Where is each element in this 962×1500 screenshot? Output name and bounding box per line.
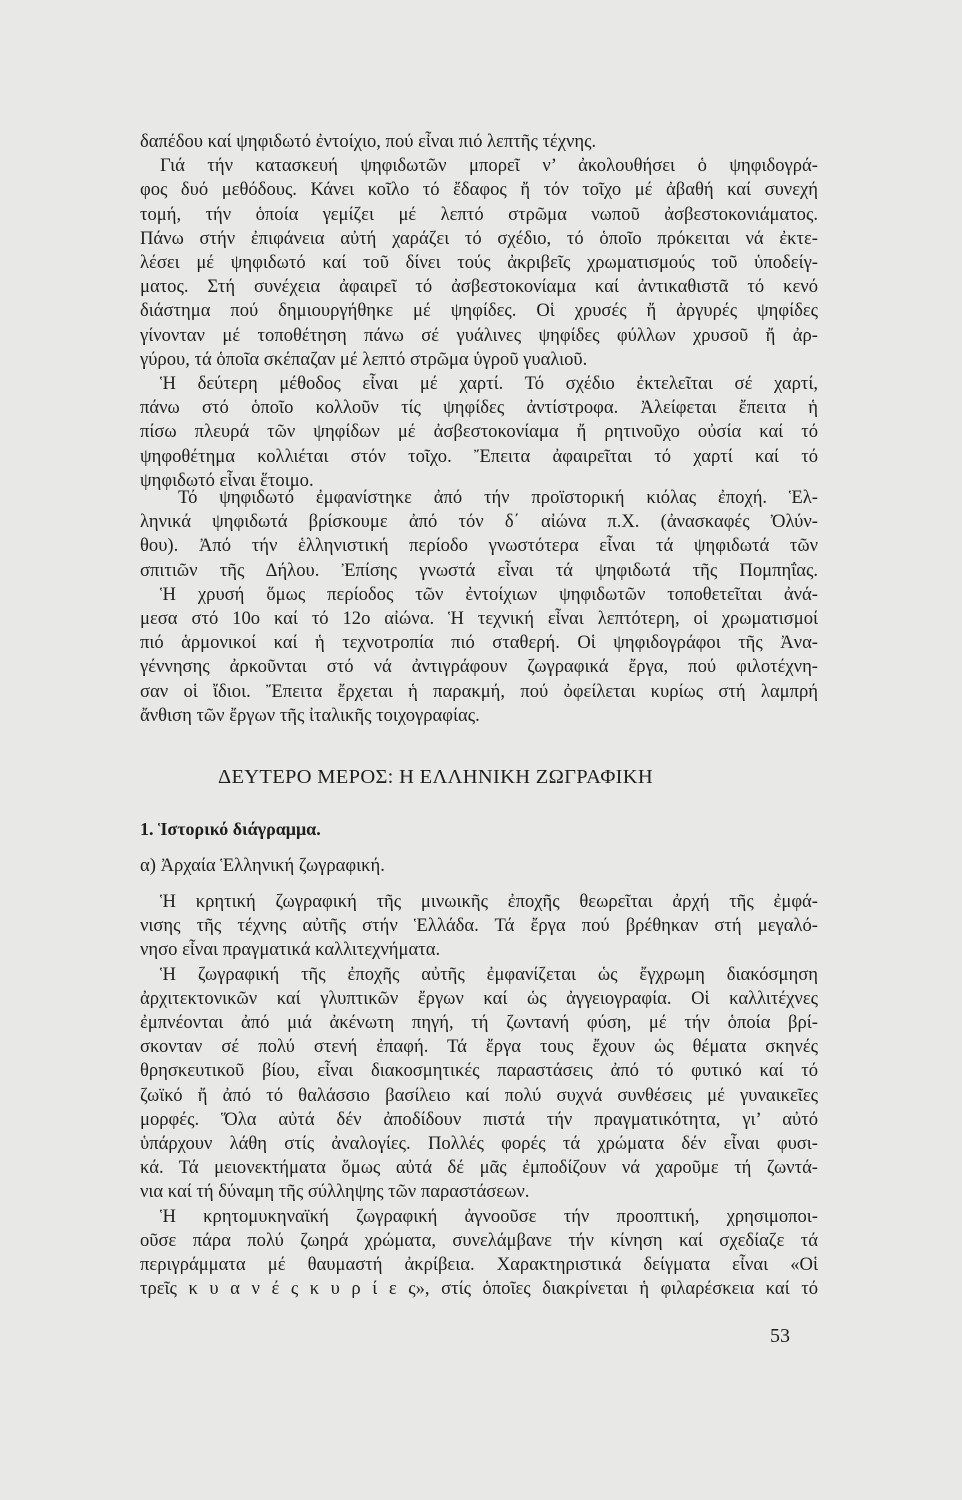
text-line: μεσα στό 10ο καί τό 12ο αἰώνα. Ἡ τεχνική εἶναι λεπτότερη, οἱ χρωματισμοί bbox=[140, 608, 818, 629]
text-line: ἄνθιση τῶν ἔργων τῆς ἰταλικῆς τοιχογραφίας. bbox=[140, 704, 480, 726]
text-line: γίνονταν μέ τοποθέτηση πάνω σέ γυάλινες ψηφίδες φύλλων χρυσοῦ ἤ ἀρ- bbox=[140, 324, 818, 346]
text-line: περιγράμματα μέ θαυμαστή ἀκρίβεια. Χαρακτηριστικά δείγματα εἶναι «Οἱ bbox=[140, 1254, 818, 1275]
text-line: Πάνω στήν ἐπιφάνεια αὐτή χαράζει τό σχέδιο, τό ὁποῖο πρόκειται νά ἐκτε- bbox=[140, 227, 818, 249]
text-line: σαν οἱ ἴδιοι. Ἔπειτα ἔρχεται ἡ παρακμή, πού ὀφείλεται κυρίως στή λαμπρή bbox=[140, 680, 818, 702]
text-line: νισης τῆς τέχνης αὐτῆς στήν Ἑλλάδα. Τά ἔργα πού βρέθηκαν στή μεγαλό- bbox=[140, 915, 818, 937]
text-line: σπιτιῶν τῆς Δήλου. Ἐπίσης γνωστά εἶναι τά ψηφιδωτά τῆς Πομπηΐας. bbox=[140, 559, 818, 581]
text-line: ἀρχιτεκτονικῶν καί γλυπτικῶν ἔργων καί ὡς ἀγγειογραφία. Οἱ καλλιτέχνες bbox=[140, 987, 818, 1009]
text-line: Τό ψηφιδωτό ἐμφανίστηκε ἀπό τήν προϊστορική κιόλας ἐποχή. Ἑλ- bbox=[178, 487, 818, 508]
text-line: νια καί τή δύναμη τῆς σύλληψης τῶν παραστάσεων. bbox=[140, 1181, 530, 1203]
text-line: ψηφοθέτημα κολλιέται στόν τοῖχο. Ἔπειτα ἀφαιρεῖται τό χαρτί καί τό bbox=[140, 445, 818, 467]
section-heading: 1. Ἱστορικό διάγραμμα. bbox=[140, 819, 321, 839]
text-line: οῦσε πάρα πολύ ζωηρά χρώματα, συνελάμβανε τήν κίνηση καί σχεδίαζε τά bbox=[140, 1229, 818, 1251]
text-line: νησο εἶναι πραγματικά καλλιτεχνήματα. bbox=[140, 939, 441, 961]
text-line: πίσω πλευρά τῶν ψηφίδων μέ ἀσβεστοκονίαμα ἤ ρητινοῦχο οὐσία καί τό bbox=[140, 421, 818, 443]
text-line: Γιά τήν κατασκευή ψηφιδωτῶν μπορεῖ ν’ ἀκολουθήσει ὁ ψηφιδογρά- bbox=[160, 155, 818, 177]
text-line: ληνικά ψηφιδωτά βρίσκουμε ἀπό τόν δ΄ αἰώνα π.Χ. (ἀνασκαφές Ὀλύν- bbox=[140, 511, 818, 533]
text-line: Ἡ χρυσή ὅμως περίοδος τῶν ἐντοίχιων ψηφιδωτῶν τοποθετεῖται ἀνά- bbox=[160, 583, 818, 605]
text-line: θρησκευτικοῦ βίου, εἶναι διακοσμητικές παραστάσεις ἀπό τό φυτικό καί τό bbox=[140, 1060, 818, 1082]
page-number: 53 bbox=[770, 1325, 790, 1347]
text-line: ὑπάρχουν λάθη στίς ἀναλογίες. Πολλές φορές τά χρώματα δέν εἶναι φυσι- bbox=[140, 1133, 818, 1154]
text-line: κά. Τά μειονεκτήματα ὅμως αὐτά δέ μᾶς ἐμποδίζουν νά χαροῦμε τή ζωντά- bbox=[140, 1157, 818, 1179]
text-line: φος δυό μεθόδους. Κάνει κοῖλο τό ἔδαφος ἤ τόν τοῖχο μέ ἀβαθή καί συνεχή bbox=[140, 179, 818, 201]
text-line: σκονταν σέ πολύ στενή ἐπαφή. Τά ἔργα τους ἔχουν ὡς θέματα σκηνές bbox=[140, 1036, 818, 1058]
text-line: Ἡ δεύτερη μέθοδος εἶναι μέ χαρτί. Τό σχέδιο ἐκτελεῖται σέ χαρτί, bbox=[160, 373, 818, 394]
text-line: ζωϊκό ἤ ἀπό τό θαλάσσιο βασίλειο καί πολύ συχνά συνθέσεις μέ γυναικεῖες bbox=[140, 1084, 818, 1106]
text-line: διάστημα πού δημιουργήθηκε μέ ψηφίδες. Οἱ χρυσές ἤ ἀργυρές ψηφίδες bbox=[140, 300, 818, 322]
subsection-heading: α) Ἀρχαία Ἑλληνική ζωγραφική. bbox=[140, 855, 385, 876]
text-line: τρεῖς κ υ α ν έ ς κ υ ρ ί ε ς», στίς ὁποῖες διακρίνεται ἡ φιλαρέσκεια καί τό bbox=[140, 1278, 818, 1300]
text-line: πιό ἁρμονικοί καί ἡ τεχνοτροπία πιό σταθερή. Οἱ ψηφιδογράφοι τῆς Ἀνα- bbox=[140, 632, 818, 654]
text-line: ἐμπνέονται ἀπό μιά ἀκένωτη πηγή, τή ζωντανή φύση, μέ τήν ὁποία βρί- bbox=[140, 1012, 818, 1033]
text-line: ματος. Στή συνέχεια ἀφαιρεῖ τό ἀσβεστοκονίαμα καί ἀντικαθιστᾶ τό κενό bbox=[140, 276, 818, 298]
text-line: Ἡ ζωγραφική τῆς ἐποχῆς αὐτῆς ἐμφανίζεται ὡς ἔγχρωμη διακόσμηση bbox=[160, 963, 818, 985]
text-line: δαπέδου καί ψηφιδωτό ἐντοίχιο, πού εἶναι πιό λεπτῆς τέχνης. bbox=[140, 131, 597, 152]
part-heading: ΔΕΥΤΕΡΟ ΜΕΡΟΣ: Η ΕΛΛΗΝΙΚΗ ΖΩΓΡΑΦΙΚΗ bbox=[218, 766, 653, 788]
text-line: Ἡ κρητομυκηναϊκή ζωγραφική ἀγνοοῦσε τήν προοπτική, χρησιμοποι- bbox=[160, 1205, 818, 1227]
text-line: πάνω στό ὁποῖο κολλοῦν τίς ψηφίδες ἀντίστροφα. Ἀλείφεται ἔπειτα ἡ bbox=[140, 397, 818, 419]
text-line: Ἡ κρητική ζωγραφική τῆς μινωικῆς ἐποχῆς θεωρεῖται ἀρχή τῆς ἐμφά- bbox=[160, 891, 818, 912]
text-line: μορφές. Ὅλα αὐτά δέν ἀποδίδουν πιστά τήν πραγματικότητα, γι’ αὐτό bbox=[140, 1108, 818, 1130]
text-line: γύρου, τά ὁποῖα σκέπαζαν μέ λεπτό στρῶμα ὑγροῦ γυαλιοῦ. bbox=[140, 348, 588, 370]
text-line: λέσει μέ ψηφιδωτό καί τοῦ δίνει τούς ἀκριβεῖς χρωματισμούς τοῦ ὑποδείγ- bbox=[140, 252, 818, 273]
text-line: γέννησης ἀρκοῦνται στό νά ἀντιγράφουν ζωγραφικά ἔργα, πού φιλοτέχνη- bbox=[140, 656, 818, 678]
text-line: θου). Ἀπό τήν ἑλληνιστική περίοδο γνωστότερα εἶναι τά ψηφιδωτά τῶν bbox=[140, 535, 818, 557]
text-line: ψηφιδωτό εἶναι ἕτοιμο. bbox=[140, 469, 314, 491]
text-line: τομή, τήν ὁποία γεμίζει μέ λεπτό στρῶμα νωποῦ ἀσβεστοκονιάματος. bbox=[140, 203, 818, 225]
